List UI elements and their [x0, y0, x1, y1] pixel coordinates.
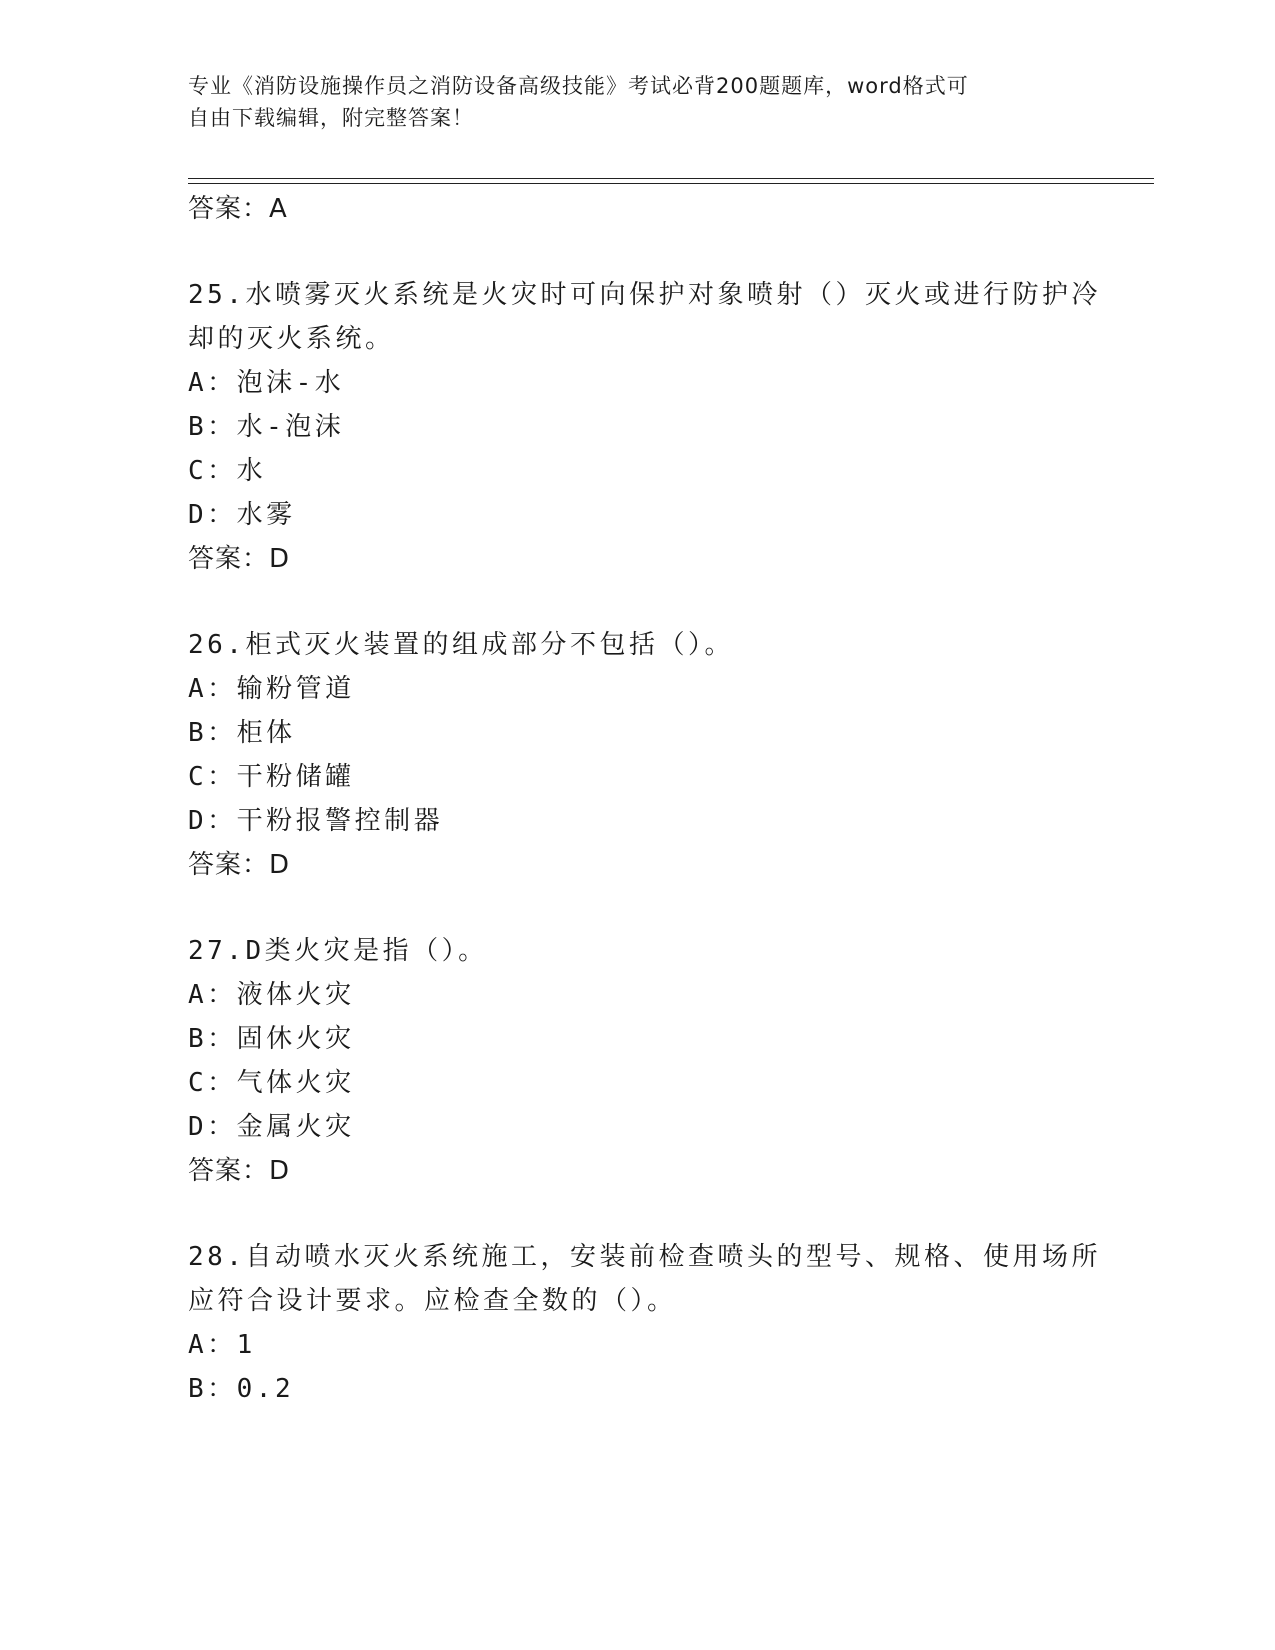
question-26-option-b: B：柜体: [188, 718, 296, 748]
header-divider-top: [188, 178, 1154, 179]
question-26-option-c: C：干粉储罐: [188, 762, 355, 792]
question-25-stem-line-1: 25.水喷雾灭火系统是火灾时可向保护对象喷射（）灭火或进行防护冷: [188, 280, 1101, 310]
question-26-stem-line-1: 26.柜式灭火装置的组成部分不包括（）。: [188, 630, 734, 660]
question-25-answer: 答案：D: [188, 544, 291, 574]
previous-answer: 答案：A: [188, 194, 288, 224]
header-line-2: 自由下载编辑，附完整答案！: [188, 106, 474, 130]
question-27-option-c: C：气体火灾: [188, 1068, 355, 1098]
header-line-1: 专业《消防设施操作员之消防设备高级技能》考试必背200题题库，word格式可: [188, 74, 969, 98]
question-27-option-d: D：金属火灾: [188, 1112, 355, 1142]
question-27-stem-line-1: 27.D类火灾是指（）。: [188, 936, 488, 966]
question-25-option-c: C：水: [188, 456, 267, 486]
question-26-option-d: D：干粉报警控制器: [188, 806, 444, 836]
question-25-option-a: A：泡沫-水: [188, 368, 345, 398]
question-27-option-a: A：液体火灾: [188, 980, 355, 1010]
question-28-option-a: A：1: [188, 1330, 256, 1360]
question-25-option-d: D：水雾: [188, 500, 296, 530]
question-28-stem-line-1: 28.自动喷水灭火系统施工，安装前检查喷头的型号、规格、使用场所: [188, 1242, 1101, 1272]
question-28-option-b: B：0.2: [188, 1374, 295, 1404]
question-26-answer: 答案：D: [188, 850, 291, 880]
question-26-option-a: A：输粉管道: [188, 674, 355, 704]
question-27-answer: 答案：D: [188, 1156, 291, 1186]
page-header: [188, 70, 1068, 134]
question-25-stem-line-2: 却的灭火系统。: [188, 324, 395, 354]
question-27-option-b: B：固休火灾: [188, 1024, 355, 1054]
question-25-option-b: B：水-泡沫: [188, 412, 345, 442]
header-divider-bottom: [188, 183, 1154, 184]
question-28-stem-line-2: 应符合设计要求。应检查全数的（）。: [188, 1286, 677, 1316]
